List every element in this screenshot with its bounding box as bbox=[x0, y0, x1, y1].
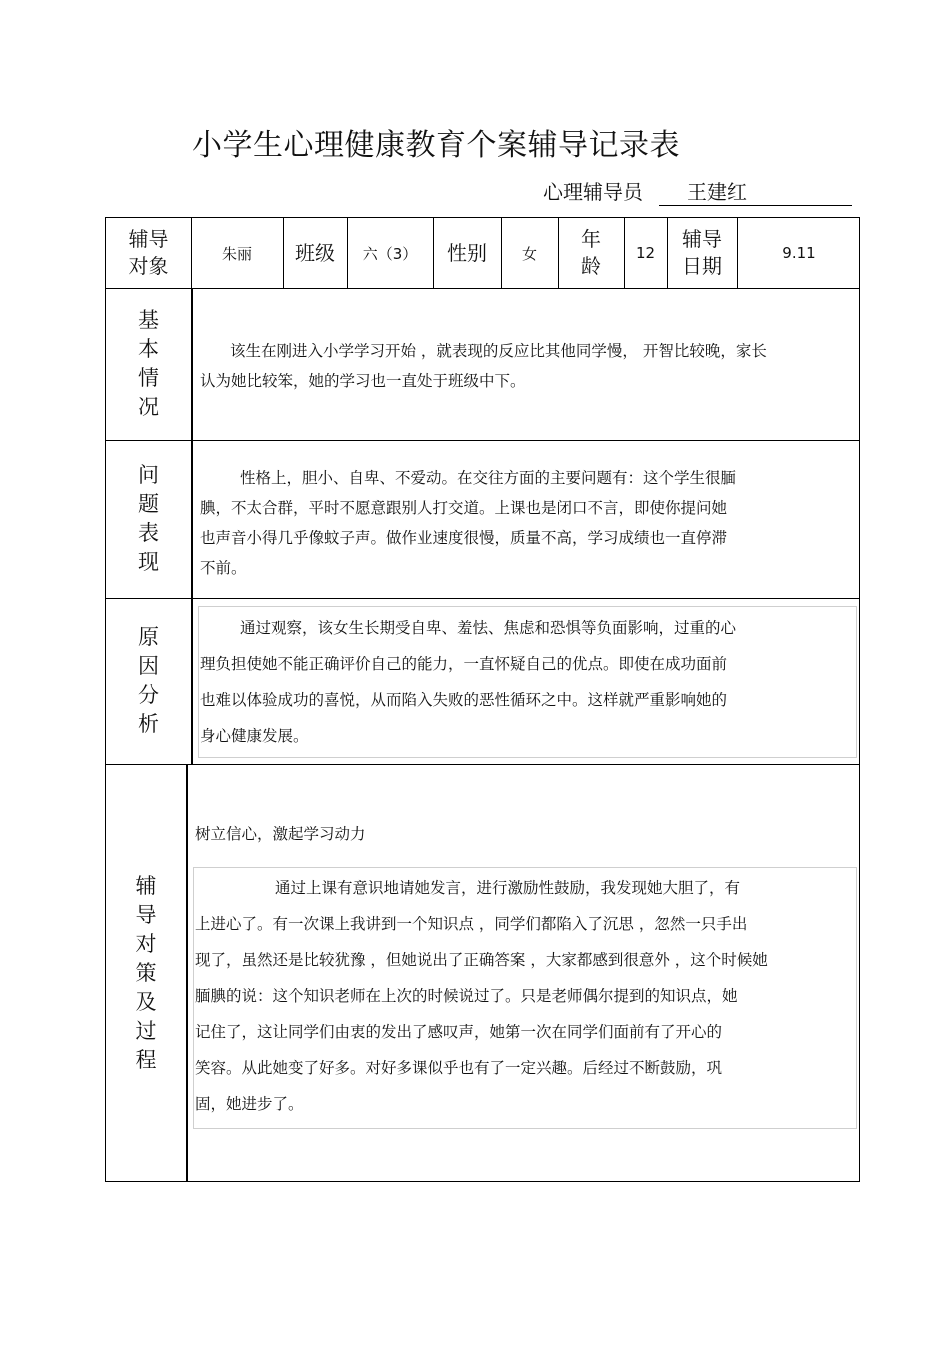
student-name: 朱丽 bbox=[221, 244, 252, 263]
problem-text: 性格上，胆小、自卑、不爱动。在交往方面的主要问题有：这个学生很腼 腆，不太合群，平时不愿意跟别人打交道。上课也是闭口不言，即使你提问她 也声音小得几乎像蚊子声。做作业速度很慢，质量不高，学习成绩也一直停滞 不前。 bbox=[200, 469, 737, 577]
date-label: 辅导 日期 bbox=[682, 227, 722, 278]
target-label: 辅导 对象 bbox=[128, 227, 169, 278]
page-title: 小学生心理健康教育个案辅导记录表 bbox=[192, 128, 680, 163]
cause-text: 通过观察，该女生长期受自卑、羞怯、焦虑和恐惧等负面影响，过重的心 理负担使她不能正确评价自己的能力，一直怀疑自己的优点。即使在成功面前 也难以体验成功的喜悦，从而陷入失败的恶性循环之中。这样就严重影响她的 身心健康发展。 bbox=[200, 619, 737, 745]
age-value: 12 bbox=[635, 244, 656, 262]
basic-situation-text: 该生在刚进入小学学习开始 ，就表现的反应比其他同学慢， 开智比较晚，家长 认为她比较笨，她的学习也一直处于班级中下。 bbox=[200, 342, 767, 390]
record-table bbox=[105, 217, 860, 1182]
counselor-label: 心理辅导员 bbox=[543, 180, 643, 204]
class-value: 六（3） bbox=[362, 244, 418, 263]
counselor-name: 王建红 bbox=[659, 179, 852, 206]
cause-label: 原 因 分 析 bbox=[138, 625, 159, 736]
counselor-line bbox=[543, 176, 852, 206]
class-label: 班级 bbox=[295, 240, 335, 265]
date-value: 9.11 bbox=[782, 244, 816, 262]
age-label: 年 龄 bbox=[581, 227, 601, 278]
strategy-heading: 树立信心，激起学习动力 bbox=[195, 825, 366, 843]
problem-label: 问 题 表 现 bbox=[138, 463, 159, 574]
basic-situation-label: 基 本 情 况 bbox=[138, 308, 159, 419]
gender-label: 性别 bbox=[447, 240, 487, 265]
strategy-label: 辅 导 对 策 及 过 程 bbox=[135, 873, 157, 1072]
gender-value: 女 bbox=[521, 244, 537, 263]
strategy-text: 通过上课有意识地请她发言，进行激励性鼓励，我发现她大胆了，有 上进心了。有一次课上我讲到一个知识点 ，同学们都陷入了沉思 ，忽然一只手出 现了，虽然还是比较犹豫 ，但她说出了正确答案 ，大家都感到很意外 ，这个时候她 腼腆的说：这个知识老师在上次的时候说过了。只是老师偶尔提到的知识点，她 记住了，这让同学们由衷的发出了感叹声，她第一次在同学们面前有了开心的 笑容。从此她变了好多。对好多课似乎也有了一定兴趣。后经过不断鼓励，巩 固，她进步了。 bbox=[195, 879, 768, 1113]
